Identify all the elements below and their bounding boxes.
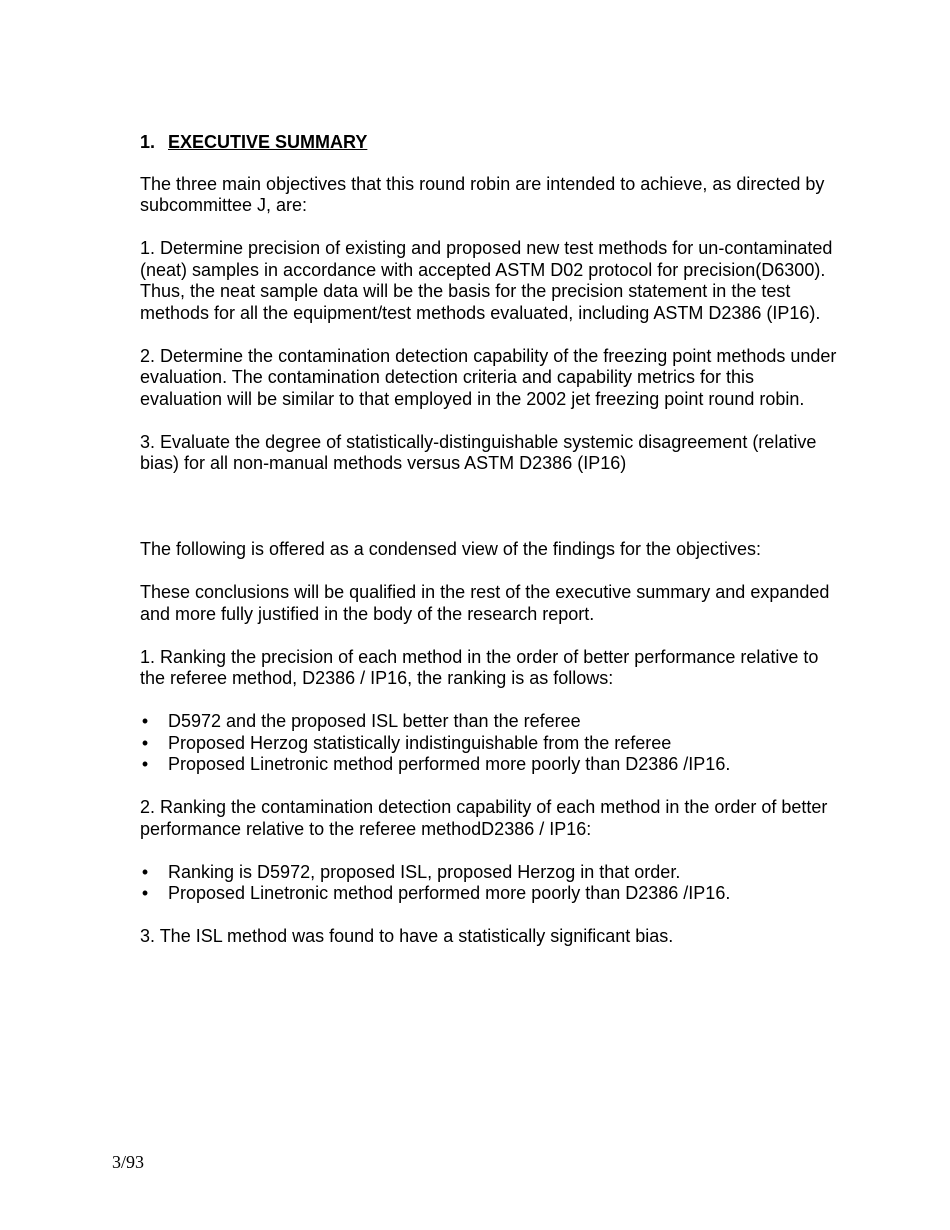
objective-1: 1. Determine precision of existing and proposed new test methods for un-contaminated (neat) samples in accordance with accepted ASTM D02 protocol for precision(D6300). Thus, the neat sample data will be the basis for the precision statement in the test methods for all the equipment/test methods evaluated, including ASTM D2386 (IP16).: [140, 238, 833, 323]
objective-2: 2. Determine the contamination detection capability of the freezing point methods under evaluation. The contamination detection criteria and capability metrics for this evaluation will be similar to that employed in the 2002 jet freezing point round robin.: [140, 345, 837, 409]
bullet-icon: •: [141, 732, 149, 753]
bullet-icon: •: [141, 861, 149, 882]
bullet-icon: •: [141, 883, 149, 903]
intro-paragraph: The three main objectives that this round robin are intended to achieve, as directed by subcommittee J, are:: [140, 173, 825, 215]
list-item-text: D5972 and the proposed ISL better than the referee: [168, 711, 581, 731]
list-item: [140, 711, 840, 733]
list-item: [140, 862, 840, 884]
bullet-icon: •: [141, 754, 149, 774]
spacer: [140, 496, 840, 539]
list-item: [140, 883, 840, 905]
finding-1-text: 1. Ranking the precision of each method in the order of better performance relative to the referee method, D2386 / IP16, the ranking is as follows:: [140, 646, 819, 688]
list-item-text: Proposed Linetronic method performed more poorly than D2386 /IP16.: [168, 754, 731, 774]
findings-intro: The following is offered as a condensed view of the findings for the objectives:: [140, 539, 762, 559]
list-item-text: Proposed Herzog statistically indistinguishable from the referee: [168, 732, 672, 753]
conclusions-note: These conclusions will be qualified in the rest of the executive summary and expanded and more fully justified in the body of the research report.: [140, 582, 830, 624]
section-title: EXECUTIVE SUMMARY: [168, 132, 368, 152]
finding-1-bullets: [140, 711, 840, 776]
section-number: 1.: [140, 132, 156, 152]
page-number: 3/93: [112, 1152, 145, 1172]
finding-2-text: 2. Ranking the contamination detection capability of each method in the order of better performance relative to the referee methodD2386 / IP16:: [140, 797, 828, 839]
section-heading: [140, 132, 840, 154]
finding-3-text: 3. The ISL method was found to have a statistically significant bias.: [140, 926, 674, 946]
objective-3: 3. Evaluate the degree of statistically-distinguishable systemic disagreement (relative bias) for all non-manual methods versus ASTM D2386 (IP16): [140, 431, 817, 473]
list-item-text: Ranking is D5972, proposed ISL, proposed Herzog in that order.: [168, 861, 681, 882]
list-item: [140, 733, 840, 755]
finding-2-bullets: [140, 862, 840, 905]
list-item-text: Proposed Linetronic method performed more poorly than D2386 /IP16.: [168, 883, 731, 903]
bullet-icon: •: [141, 711, 149, 731]
list-item: [140, 754, 840, 776]
document-body: [140, 132, 840, 969]
